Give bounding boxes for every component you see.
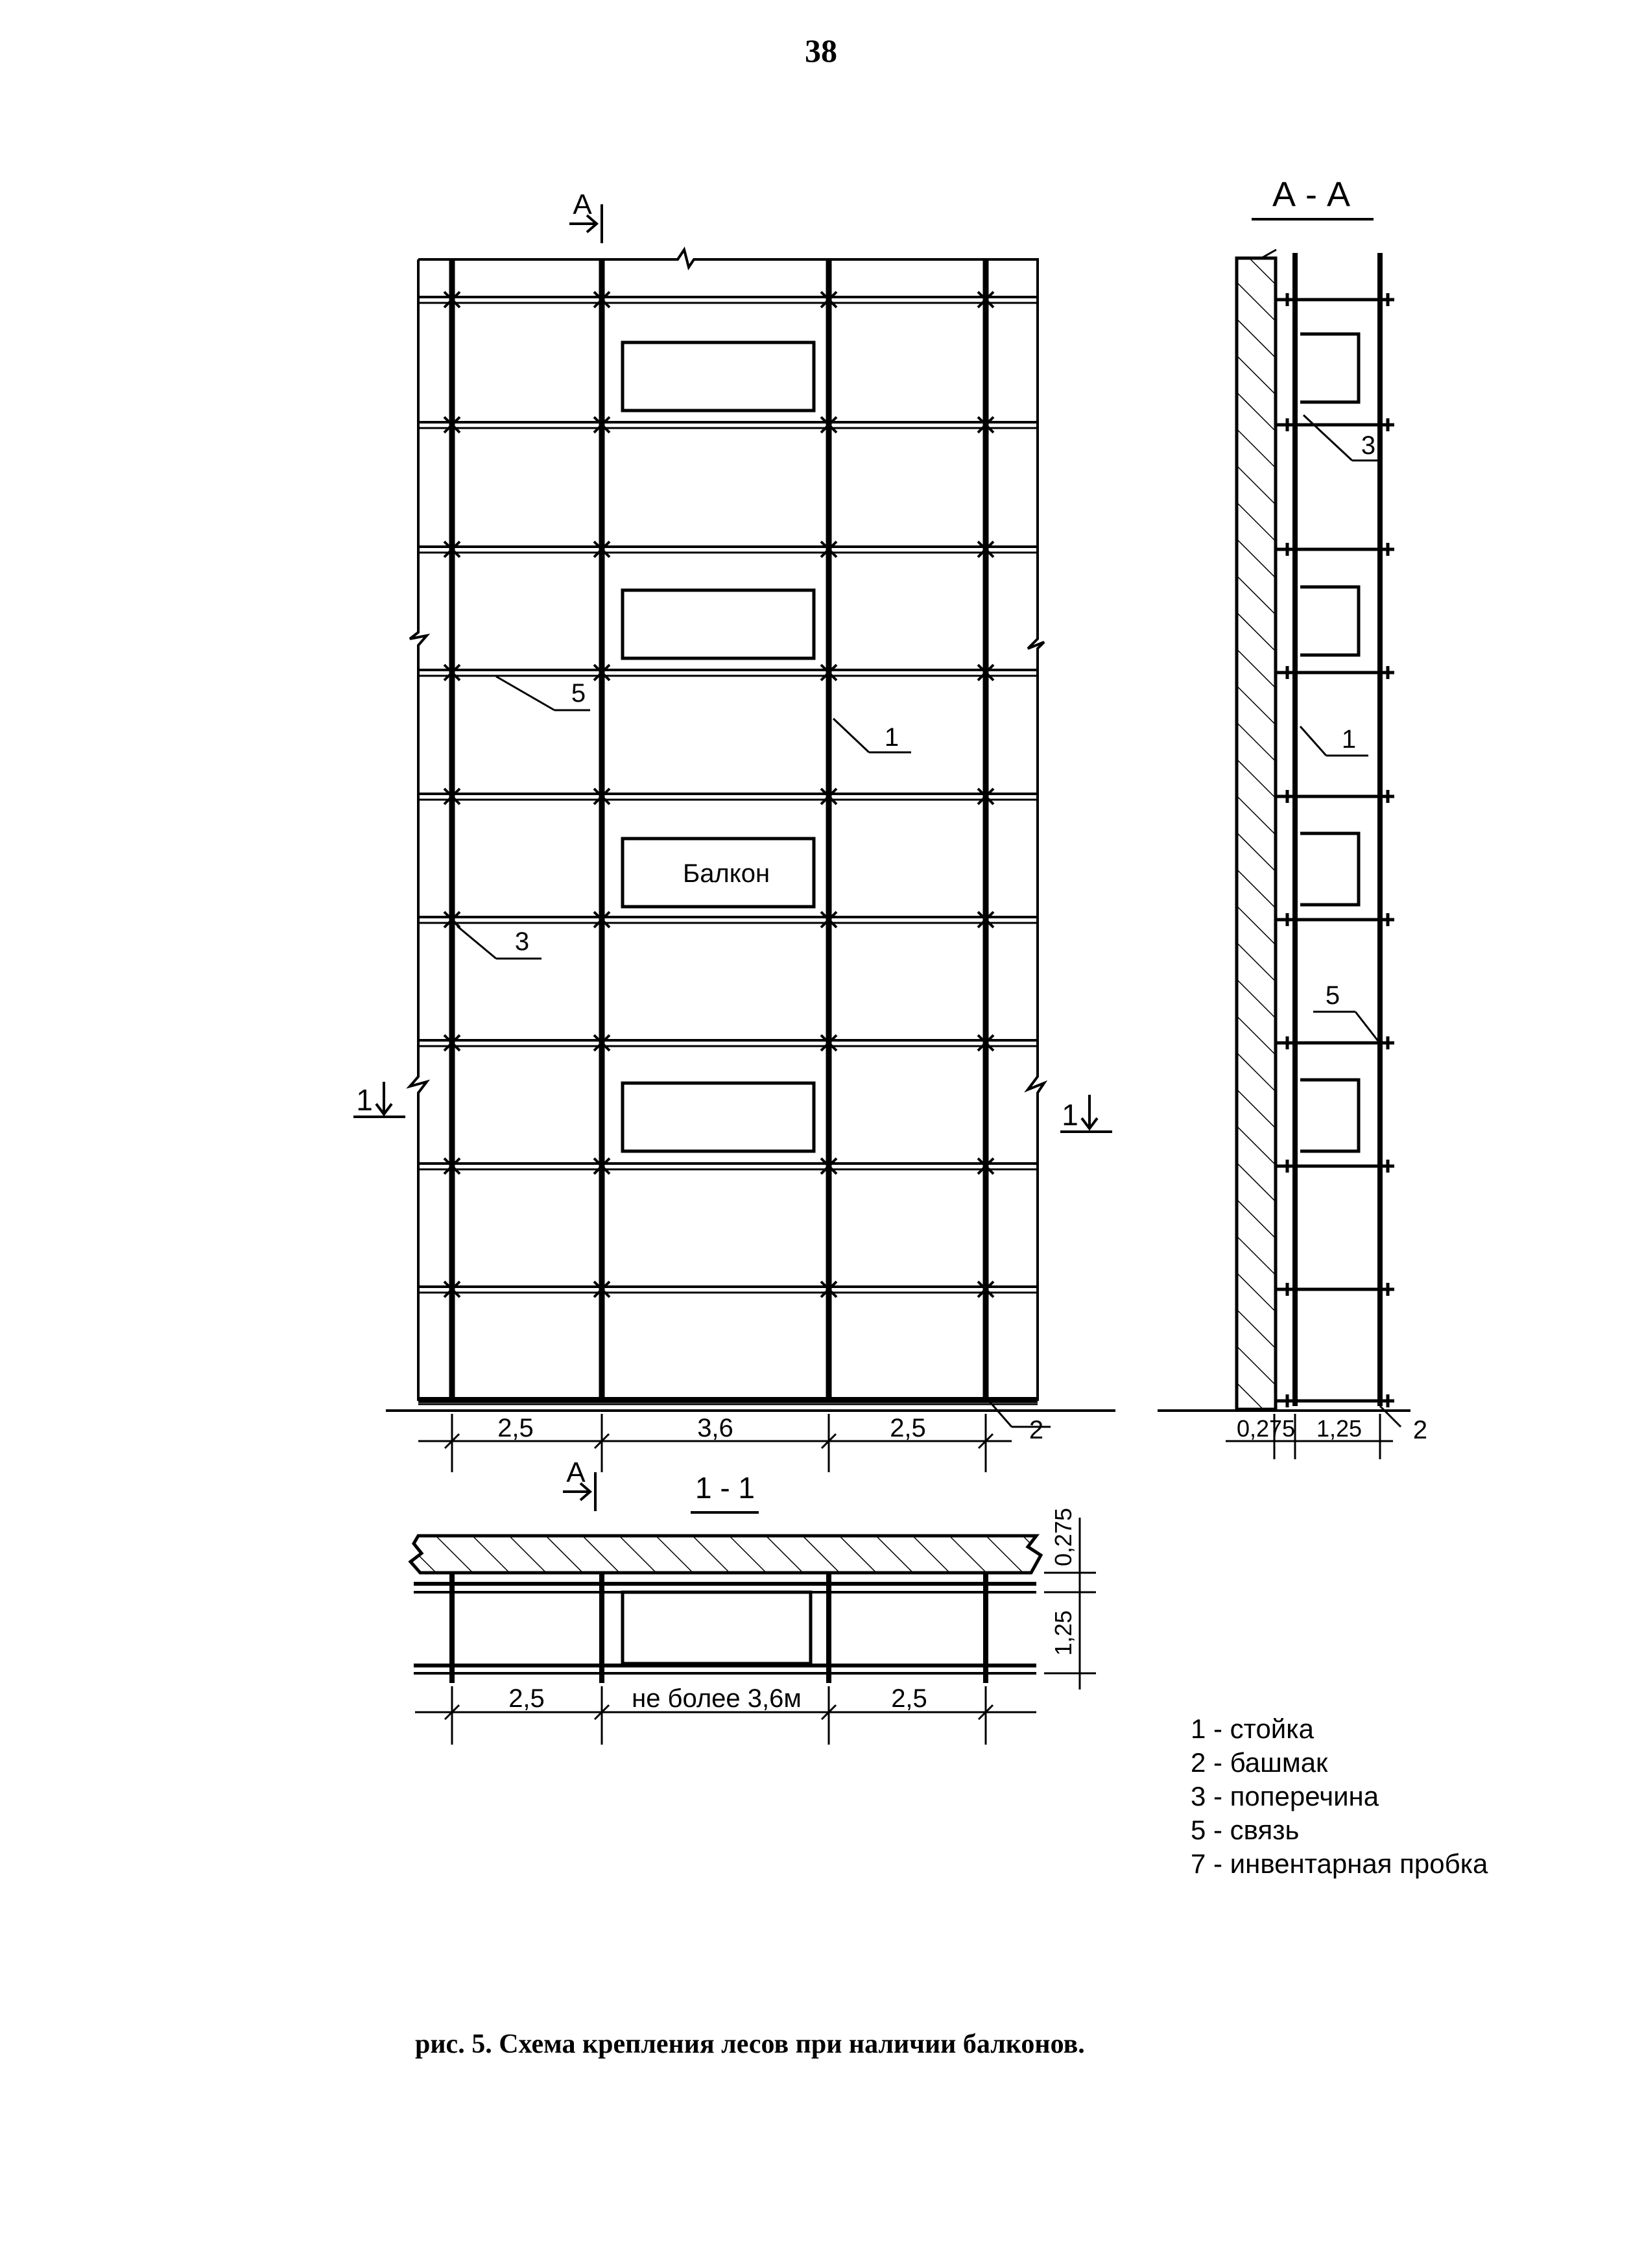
plan-dimensions-bottom [415, 1684, 1036, 1745]
plan-1-1 [410, 1471, 1096, 1745]
callout-1 [833, 719, 911, 752]
section-mark-top [569, 189, 602, 243]
dim-label: 0,275 [1050, 1507, 1077, 1567]
wall-plan [410, 1536, 1041, 1573]
callout-number: 3 [514, 927, 530, 956]
dim-label: 2,5 [508, 1684, 545, 1713]
dim-label: 1,25 [1316, 1415, 1362, 1442]
section-title: А - А [1272, 175, 1351, 214]
dim-label: 2,5 [497, 1414, 534, 1442]
section-aa [1158, 175, 1427, 1459]
legend [1191, 1713, 1488, 1879]
dim-label: 2,5 [890, 1414, 926, 1442]
legend-item: 5 - связь [1191, 1815, 1300, 1845]
cut-mark-right [1060, 1095, 1112, 1132]
legend-item: 2 - башмак [1191, 1747, 1328, 1778]
callout-5 [496, 676, 590, 710]
cut-mark-number: 1 [1062, 1098, 1078, 1132]
callout-number: 2 [1412, 1416, 1428, 1444]
callout-3 [457, 926, 541, 959]
scaffold-grid [418, 259, 1038, 1404]
legend-item: 1 - стойка [1191, 1713, 1314, 1744]
plan-title: 1 - 1 [695, 1471, 756, 1505]
aa-callout-3 [1303, 415, 1381, 460]
balcony-opening [623, 590, 814, 658]
section-mark-bottom [563, 1457, 595, 1511]
dim-label: 1,25 [1050, 1610, 1077, 1656]
dim-label: 3,6 [697, 1414, 733, 1442]
balcony-opening [623, 1083, 814, 1151]
dim-label: 0,275 [1236, 1415, 1296, 1442]
aa-callout-1 [1300, 725, 1368, 756]
legend-item: 7 - инвентарная пробка [1191, 1848, 1488, 1879]
dim-label: не более 3,6м [632, 1684, 802, 1713]
wall-section [1237, 258, 1276, 1409]
callout-number: 2 [1029, 1416, 1044, 1444]
cut-mark-number: 1 [356, 1083, 373, 1117]
balcony-label: Балкон [682, 859, 770, 888]
dim-label: 2,5 [891, 1684, 927, 1713]
page-number: 38 [805, 32, 837, 69]
aa-dimensions [1226, 1414, 1393, 1459]
callout-number: 1 [1341, 725, 1357, 754]
facade-elevation [353, 189, 1115, 1511]
window-section [1300, 1080, 1359, 1151]
callout-2 [989, 1401, 1051, 1444]
callout-number: 1 [884, 723, 899, 752]
facade-dimensions [418, 1414, 1012, 1472]
window-section [1300, 587, 1359, 655]
legend-item: 3 - поперечина [1191, 1781, 1379, 1811]
callout-number: 5 [571, 679, 586, 708]
callout-number: 3 [1361, 431, 1376, 460]
plan-dimensions-side [1044, 1508, 1096, 1689]
balcony-plan [623, 1592, 811, 1664]
window-section [1300, 334, 1359, 402]
aa-callout-5 [1313, 981, 1378, 1041]
balcony-opening [623, 342, 814, 411]
section-mark-letter: A [573, 189, 592, 221]
figure-caption: рис. 5. Схема крепления лесов при наличии балконов. [415, 2029, 1085, 2059]
cut-mark-left [353, 1082, 405, 1117]
facade-frame [386, 250, 1115, 1411]
section-mark-letter: A [566, 1457, 586, 1488]
window-section [1300, 833, 1359, 905]
callout-number: 5 [1325, 981, 1340, 1010]
